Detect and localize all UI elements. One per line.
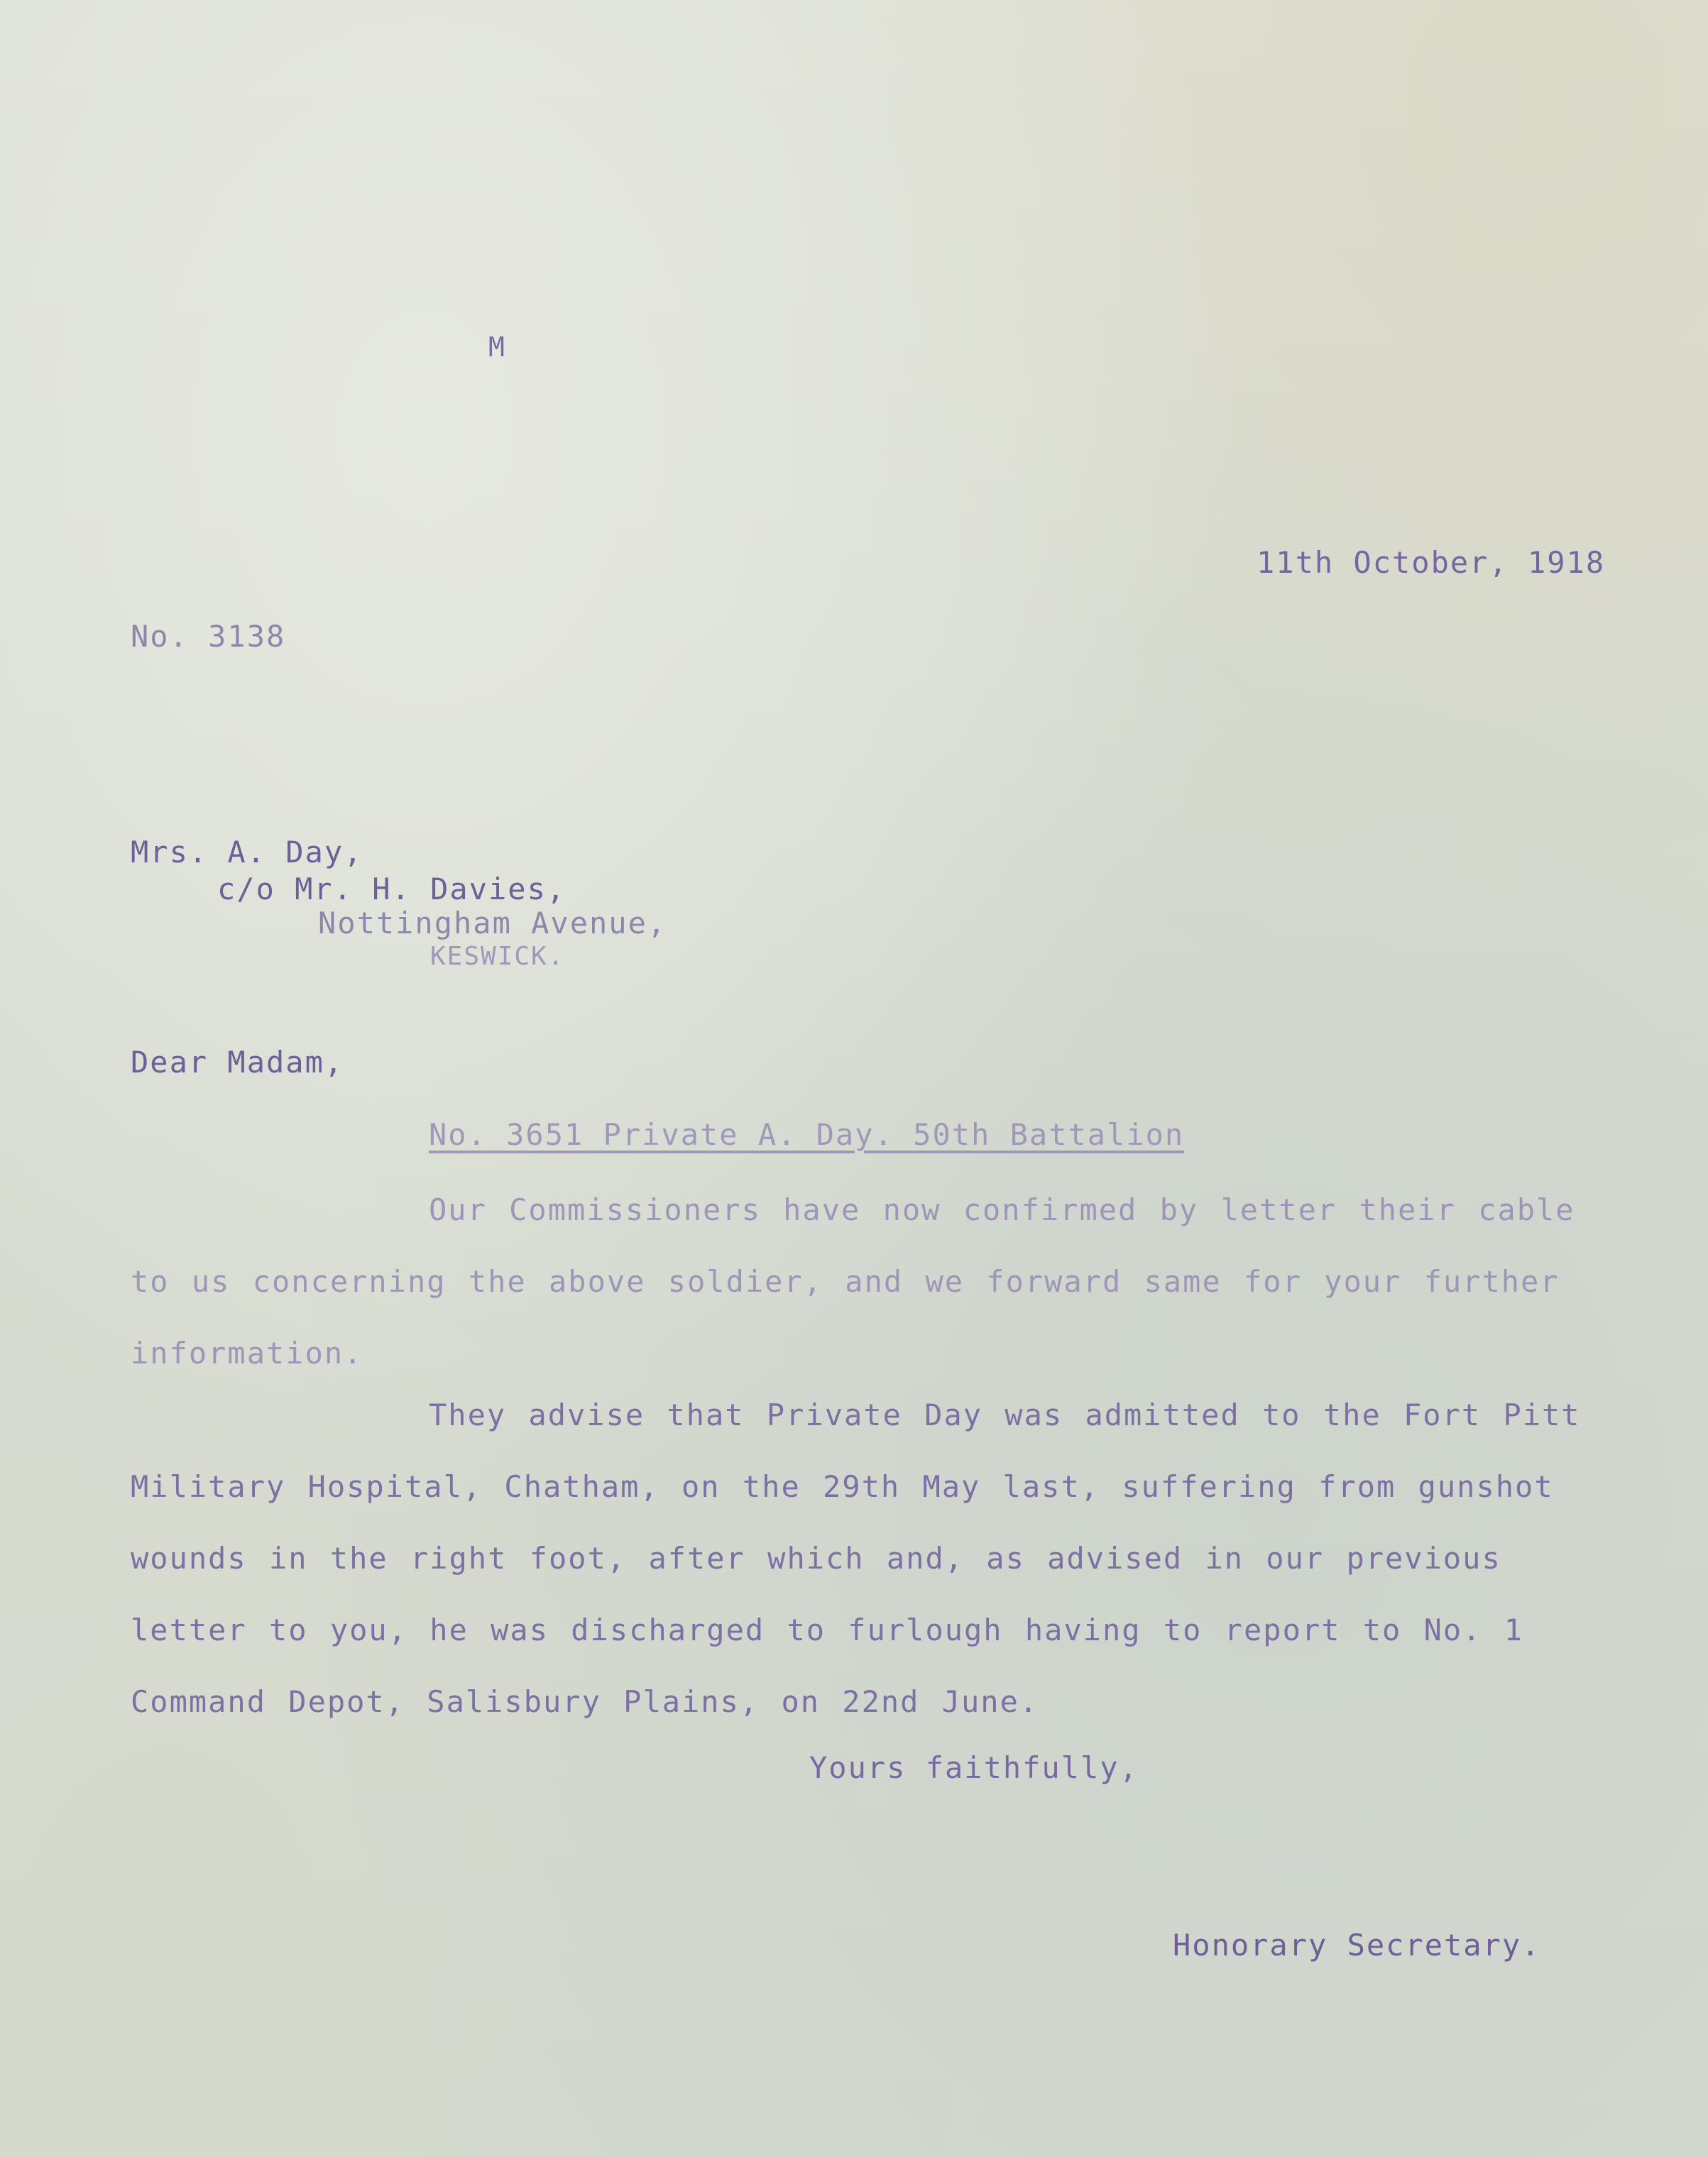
signature-title: Honorary Secretary. xyxy=(1173,1928,1541,1963)
letter-mark: M xyxy=(488,331,506,363)
recipient-name: Mrs. A. Day, xyxy=(131,835,363,869)
subject-line: No. 3651 Private A. Day. 50th Battalion xyxy=(429,1117,1185,1152)
salutation: Dear Madam, xyxy=(131,1045,344,1080)
body-paragraph-1: Our Commissioners have now confirmed by letter their cable to us concerning the above soldier, and we forward same for your further information. xyxy=(131,1192,1575,1371)
reference-number: No. 3138 xyxy=(131,619,286,654)
closing: Yours faithfully, xyxy=(809,1750,1139,1785)
letter-date: 11th October, 1918 xyxy=(1257,545,1606,580)
recipient-street: Nottingham Avenue, xyxy=(318,906,667,940)
recipient-care-of: c/o Mr. H. Davies, xyxy=(217,872,566,906)
recipient-town: KESWICK. xyxy=(430,942,565,971)
body-paragraph-2: They advise that Private Day was admitted to the Fort Pitt Military Hospital, Chatham, on the 29th May last, suffering from gunshot wounds in the right foot, after which and, as advised in our previous letter to you, he was discharged to furlough having to report to No. 1 Command Depot, Salisbury Plains, on 22nd June. xyxy=(131,1398,1581,1719)
